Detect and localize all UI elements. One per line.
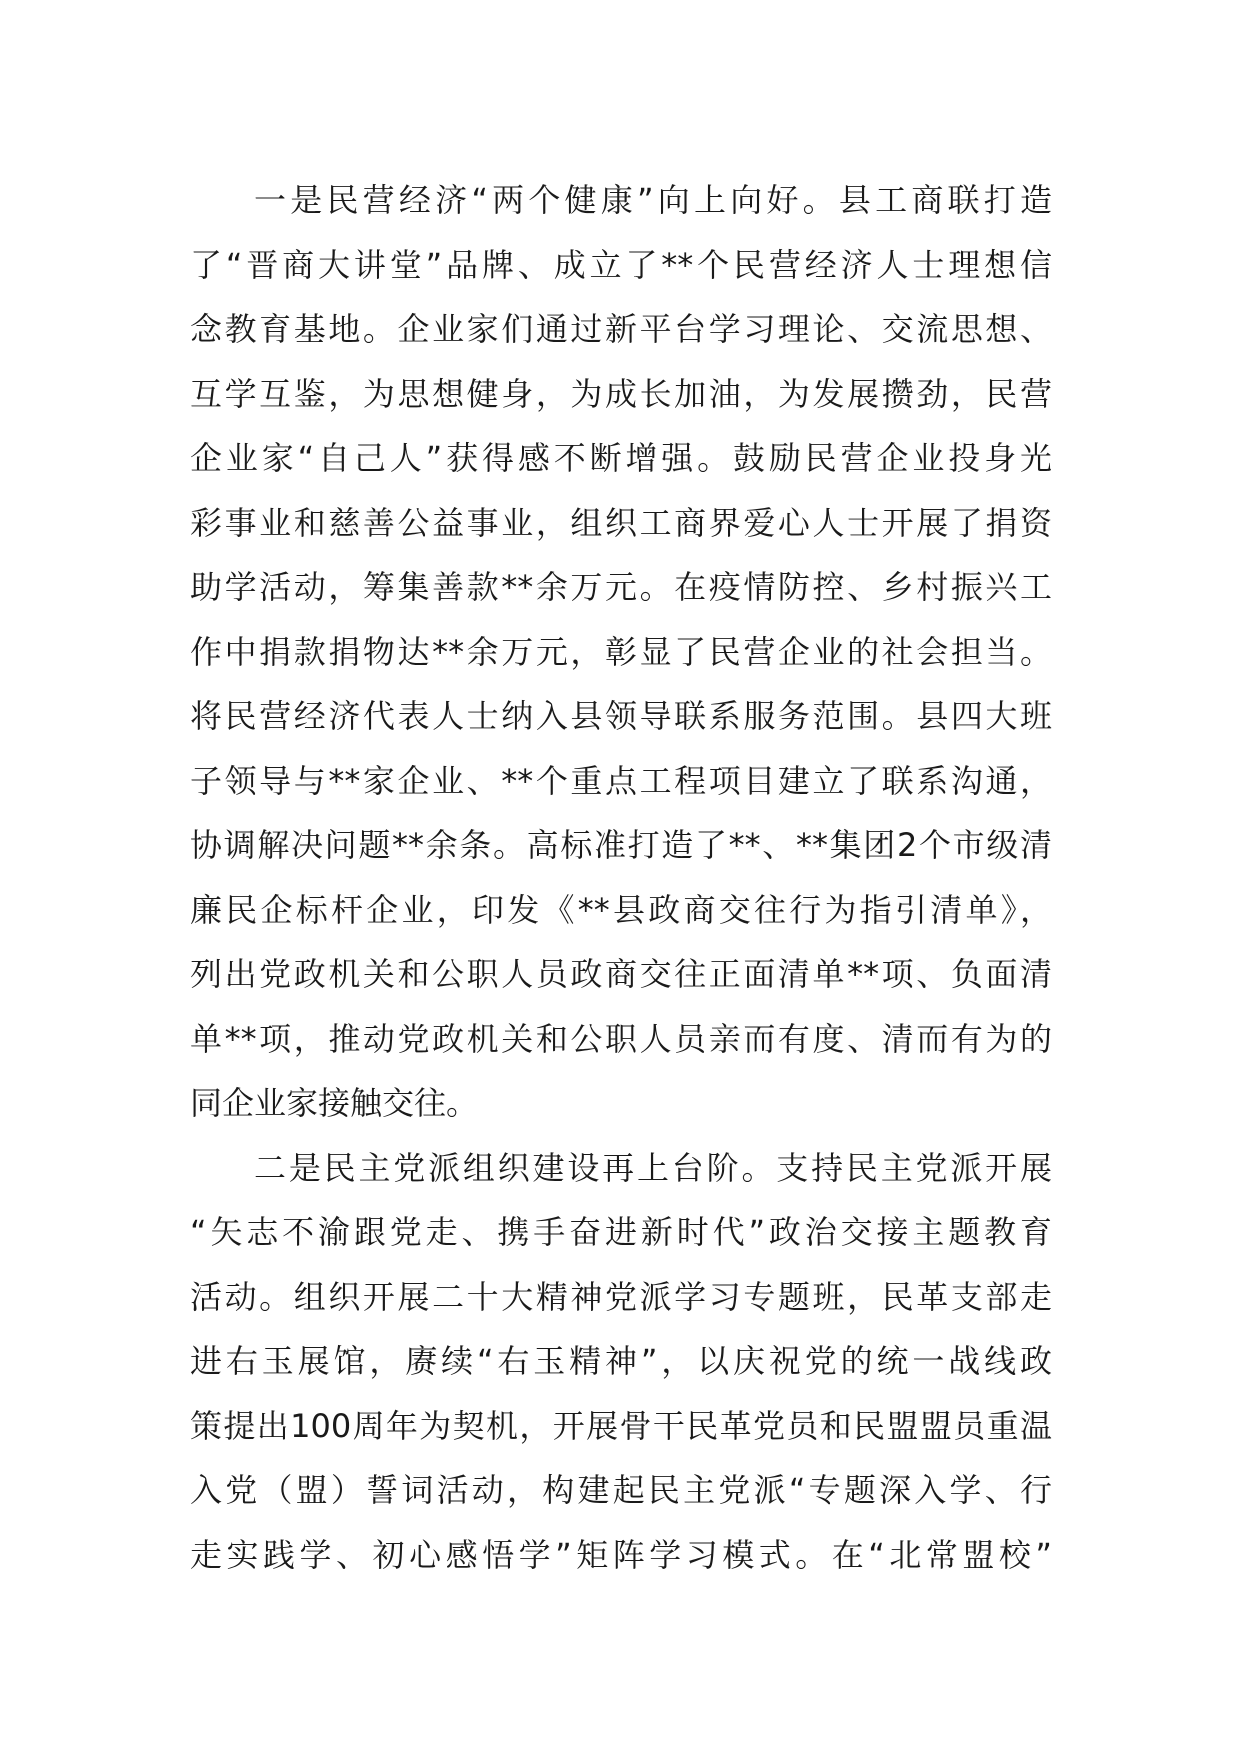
- document-body: [190, 168, 1052, 1587]
- text-line: 列出党政机关和公职人员政商交往正面清单**项、负面清: [190, 955, 1052, 993]
- text-line: 将民营经济代表人士纳入县领导联系服务范围。县四大班: [190, 697, 1052, 735]
- text-line: 一是民营经济“两个健康”向上向好。县工商联打造: [254, 181, 1052, 219]
- text-line: 走实践学、初心感悟学”矩阵学习模式。在“北常盟校”: [190, 1535, 1052, 1574]
- text-line: 廉民企标杆企业，印发《**县政商交往行为指引清单》，: [190, 890, 1052, 929]
- text-line: 助学活动，筹集善款**余万元。在疫情防控、乡村振兴工: [190, 568, 1052, 606]
- text-line: 彩事业和慈善公益事业，组织工商界爱心人士开展了捐资: [190, 503, 1052, 542]
- paragraph-democratic-parties: [190, 1136, 1052, 1588]
- text-line: 同企业家接触交往。: [190, 1084, 479, 1122]
- text-line: 子领导与**家企业、**个重点工程项目建立了联系沟通，: [190, 761, 1052, 800]
- text-line: 协调解决问题**余条。高标准打造了**、**集团2个市级清: [190, 826, 1052, 864]
- text-line: 二是民主党派组织建设再上台阶。支持民主党派开展: [254, 1148, 1052, 1187]
- text-line: 入党（盟）誓词活动，构建起民主党派“专题深入学、行: [190, 1471, 1052, 1509]
- text-line: 作中捐款捐物达**余万元，彰显了民营企业的社会担当。: [190, 632, 1052, 671]
- text-line: “矢志不渝跟党走、携手奋进新时代”政治交接主题教育: [190, 1213, 1052, 1251]
- text-line: 策提出100周年为契机，开展骨干民革党员和民盟盟员重温: [190, 1406, 1052, 1445]
- text-line: 单**项，推动党政机关和公职人员亲而有度、清而有为的: [190, 1019, 1052, 1058]
- text-line: 进右玉展馆，赓续“右玉精神”，以庆祝党的统一战线政: [190, 1342, 1052, 1380]
- text-line: 互学互鉴，为思想健身，为成长加油，为发展攒劲，民营: [190, 374, 1052, 413]
- text-line: 企业家“自己人”获得感不断增强。鼓励民营企业投身光: [190, 439, 1052, 477]
- text-line: 念教育基地。企业家们通过新平台学习理论、交流思想、: [190, 310, 1052, 348]
- text-line: 活动。组织开展二十大精神党派学习专题班，民革支部走: [190, 1277, 1052, 1316]
- text-line: 了“晋商大讲堂”品牌、成立了**个民营经济人士理想信: [190, 245, 1052, 284]
- paragraph-private-economy: [190, 168, 1052, 1136]
